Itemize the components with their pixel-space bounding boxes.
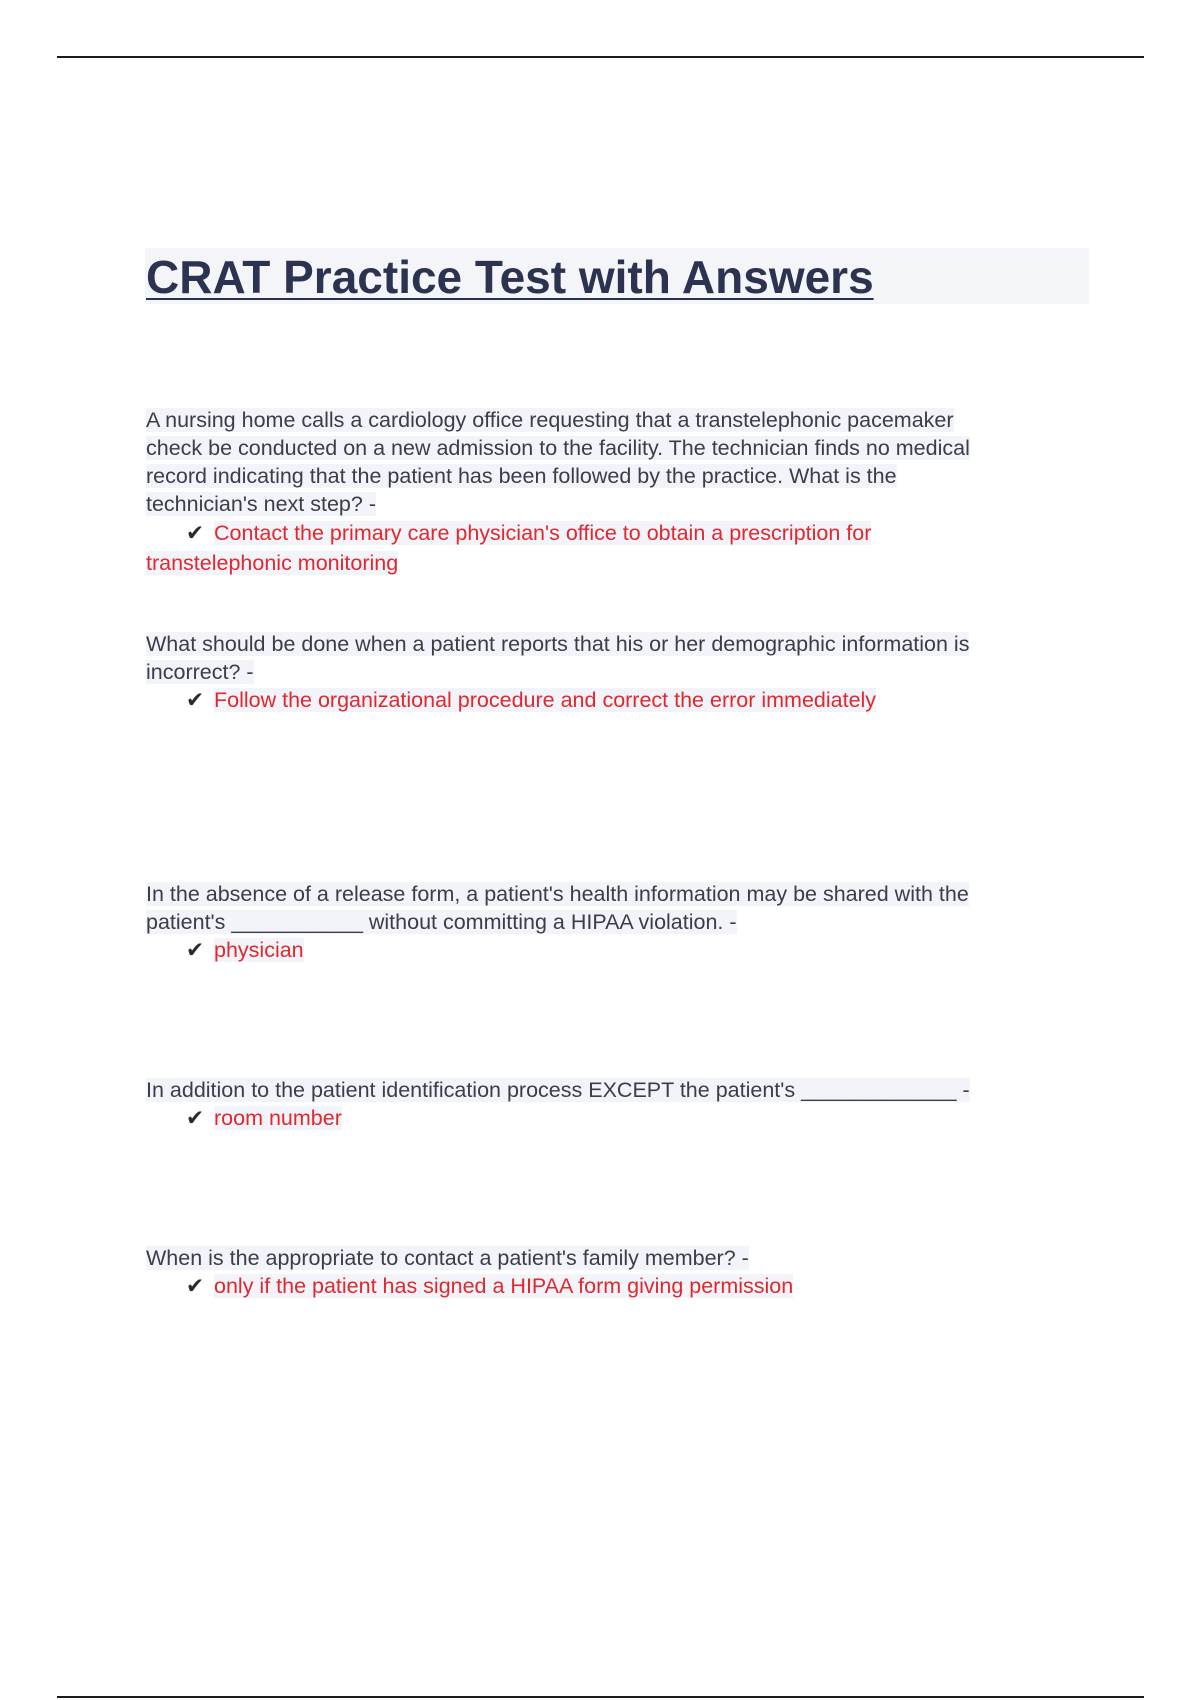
top-rule [57, 56, 1144, 58]
answer-2-line-1: Follow the organizational procedure and correct the error immediately [214, 688, 877, 712]
question-2 [146, 630, 1086, 686]
question-3-line-2: patient's ___________ without committing a HIPAA violation. - [146, 910, 737, 934]
answer-2 [146, 686, 1086, 714]
question-1-line-4: technician's next step? - [146, 492, 376, 516]
question-5 [146, 1244, 1086, 1272]
question-2-line-1: What should be done when a patient reports that his or her demographic information is [146, 632, 970, 656]
check-icon: ✔ [186, 521, 205, 545]
answer-1-line-2: transtelephonic monitoring [146, 551, 399, 575]
question-3-line-1: In the absence of a release form, a patient's health information may be shared with the [146, 882, 969, 906]
answer-5 [146, 1272, 1086, 1300]
bottom-rule [57, 1696, 1144, 1698]
check-icon: ✔ [186, 688, 205, 712]
qa-item-5 [146, 1244, 1086, 1300]
check-icon: ✔ [186, 1274, 205, 1298]
question-1-line-3: record indicating that the patient has been followed by the practice. What is the [146, 464, 897, 488]
answer-1-line-1: Contact the primary care physician's office to obtain a prescription for [214, 521, 872, 545]
answer-4-line-1: room number [214, 1106, 342, 1130]
question-5-line-1: When is the appropriate to contact a patient's family member? - [146, 1246, 749, 1270]
check-icon: ✔ [186, 938, 205, 962]
qa-item-4 [146, 1076, 1086, 1132]
qa-item-1 [146, 406, 1086, 578]
question-1-line-2: check be conducted on a new admission to the facility. The technician finds no medical [146, 436, 970, 460]
answer-4 [146, 1104, 1086, 1132]
qa-item-3 [146, 880, 1086, 964]
answer-3 [146, 936, 1086, 964]
question-2-line-2: incorrect? - [146, 660, 254, 684]
question-1 [146, 406, 1086, 518]
answer-1 [146, 518, 1086, 578]
question-4 [146, 1076, 1086, 1104]
qa-item-2 [146, 630, 1086, 714]
answer-3-line-1: physician [214, 938, 304, 962]
question-1-line-1: A nursing home calls a cardiology office requesting that a transtelephonic pacemaker [146, 408, 954, 432]
question-4-line-1: In addition to the patient identification process EXCEPT the patient's _____________ - [146, 1078, 970, 1102]
answer-5-line-1: only if the patient has signed a HIPAA form giving permission [214, 1274, 794, 1298]
check-icon: ✔ [186, 1106, 205, 1130]
question-3 [146, 880, 1086, 936]
document-title: CRAT Practice Test with Answers [146, 251, 874, 303]
